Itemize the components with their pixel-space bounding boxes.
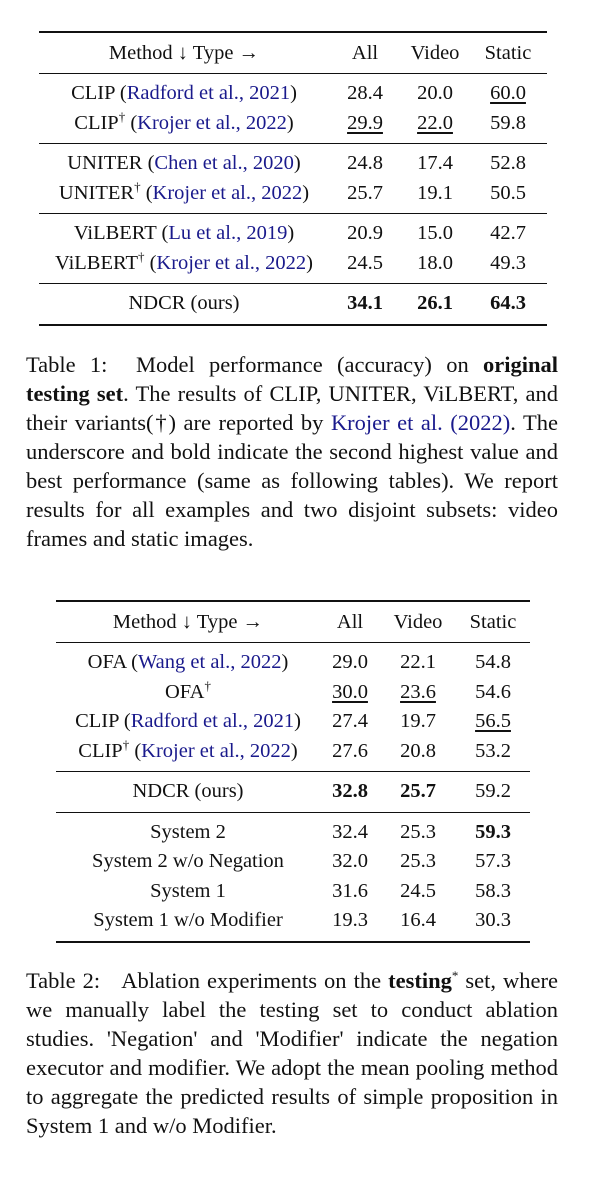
caption-text: set, where we manually label the testing set to conduct ablation studies. 'Negation' and 'Modifier' indicate the negation executor and modifier. We adopt the mean pooling method to aggregate the predicted results of simple proposition in System 1 and w/o Modifier. xyxy=(26,968,558,1138)
value-static: 59.2 xyxy=(475,780,511,802)
table-row xyxy=(56,906,530,942)
dagger-mark: † xyxy=(118,108,126,124)
value-static: 60.0 xyxy=(490,82,526,104)
value-static: 54.8 xyxy=(475,651,511,673)
value-all: 24.5 xyxy=(347,251,383,274)
citation-year: 2022 xyxy=(457,410,503,435)
value-all: 30.0 xyxy=(332,680,368,703)
citation-link[interactable]: Krojer et al., 2022 xyxy=(152,181,303,204)
header-method-type: Method ↓ Type → xyxy=(108,42,260,64)
value-all: 24.8 xyxy=(347,152,383,174)
value-all: 32.0 xyxy=(332,850,368,872)
value-video: 25.3 xyxy=(400,850,436,872)
method-name: UNITER xyxy=(58,181,135,204)
value-static: 49.3 xyxy=(490,251,526,274)
method-name: NDCR (ours) xyxy=(128,292,240,314)
value-video: 16.4 xyxy=(400,909,436,931)
citation-link[interactable]: Krojer et al., 2022 xyxy=(156,251,307,274)
table-row xyxy=(56,678,530,708)
value-static: 42.7 xyxy=(490,222,526,244)
header-video: Video xyxy=(410,42,460,64)
dagger-mark: † xyxy=(137,248,145,264)
table-row-ours xyxy=(39,284,547,325)
caption-text: . The results of CLIP, UNITER, ViLBERT, and their variants(†) are reported by xyxy=(26,381,558,435)
star-mark: * xyxy=(451,968,459,983)
table-1-header-row xyxy=(39,32,547,74)
header-video: Video xyxy=(393,611,443,633)
value-static: 30.3 xyxy=(475,909,511,931)
citation-link[interactable]: Krojer et al. (2022) xyxy=(330,410,511,435)
method-cell: UNITER (Chen et al., 2020) xyxy=(67,152,301,174)
header-method-type: Method ↓ Type → xyxy=(112,611,264,633)
value-video: 17.4 xyxy=(417,152,453,174)
citation-link[interactable]: Radford et al., 2021 xyxy=(126,82,291,104)
citation-link[interactable]: Chen et al., 2020 xyxy=(154,152,294,174)
value-static: 59.3 xyxy=(475,820,511,843)
table-row xyxy=(56,707,530,737)
method-cell: CLIP† (Krojer et al., 2022) xyxy=(74,108,294,134)
value-video: 23.6 xyxy=(400,680,436,703)
dagger-mark: † xyxy=(134,178,141,194)
value-video: 22.1 xyxy=(400,651,436,673)
method-cell: ViLBERT (Lu et al., 2019) xyxy=(73,222,295,244)
method-cell: CLIP† (Krojer et al., 2022) xyxy=(78,736,298,762)
table-row xyxy=(39,144,547,179)
citation-link[interactable]: Krojer et al., 2022 xyxy=(137,111,287,134)
citation-link[interactable]: Lu et al., 2019 xyxy=(168,222,288,244)
table-2-caption xyxy=(26,966,558,1140)
citation-link[interactable]: Krojer et al., 2022 xyxy=(141,739,291,762)
value-all: 29.0 xyxy=(332,651,368,673)
value-static: 58.3 xyxy=(475,879,511,902)
value-video: 18.0 xyxy=(417,251,453,274)
value-static: 54.6 xyxy=(475,680,511,703)
method-name: System 1 w/o Modifier xyxy=(93,909,283,931)
method-name: UNITER xyxy=(67,152,143,174)
table-row xyxy=(56,877,530,907)
table-1 xyxy=(39,31,547,326)
value-all: 29.9 xyxy=(347,111,383,134)
caption-text: Ablation experiments on the xyxy=(121,968,382,993)
table-row xyxy=(39,109,547,144)
method-name: CLIP xyxy=(74,111,119,134)
header-static: Static xyxy=(484,42,532,64)
header-static: Static xyxy=(469,611,517,633)
citation-link[interactable]: Radford et al., 2021 xyxy=(130,710,295,732)
table-row-ours xyxy=(56,772,530,813)
value-all: 32.4 xyxy=(332,820,368,843)
value-video: 26.1 xyxy=(417,292,453,314)
method-name: ViLBERT xyxy=(55,251,138,274)
method-name: System 2 w/o Negation xyxy=(92,850,284,872)
value-static: 59.8 xyxy=(490,111,526,134)
value-static: 53.2 xyxy=(475,739,511,762)
caption-bold: original testing set xyxy=(26,352,559,406)
method-name: OFA xyxy=(165,680,205,703)
table-row xyxy=(39,74,547,109)
method-cell: UNITER† (Krojer et al., 2022) xyxy=(58,178,310,204)
value-video: 19.7 xyxy=(400,710,436,732)
value-video: 20.8 xyxy=(400,739,436,762)
citation-name: Krojer et al. xyxy=(330,410,443,435)
value-all: 28.4 xyxy=(347,82,383,104)
value-video: 22.0 xyxy=(417,111,453,134)
caption-text: . The underscore and bold indicate the second highest value and best performance (same as following tables). We report results for all examples and two disjoint subsets: video frames and static images. xyxy=(26,410,559,551)
method-cell: CLIP (Radford et al., 2021) xyxy=(71,82,297,104)
method-name: OFA xyxy=(87,651,127,673)
method-name: System 1 xyxy=(150,879,226,902)
value-static: 50.5 xyxy=(490,181,526,204)
table-row xyxy=(39,249,547,284)
method-name: CLIP xyxy=(78,739,123,762)
header-all: All xyxy=(351,42,379,64)
method-cell: OFA (Wang et al., 2022) xyxy=(87,651,289,673)
value-all: 19.3 xyxy=(332,909,368,931)
value-video: 20.0 xyxy=(417,82,453,104)
value-video: 25.7 xyxy=(400,780,436,802)
value-video: 25.3 xyxy=(400,820,436,843)
value-all: 31.6 xyxy=(332,879,368,902)
method-name: CLIP xyxy=(71,82,115,104)
citation-link[interactable]: Wang et al., 2022 xyxy=(137,651,282,673)
method-cell xyxy=(56,678,320,708)
method-name: ViLBERT xyxy=(73,222,157,244)
value-all: 25.7 xyxy=(347,181,383,204)
method-cell: ViLBERT† (Krojer et al., 2022) xyxy=(55,248,313,274)
dagger-mark: † xyxy=(204,677,211,693)
value-video: 15.0 xyxy=(417,222,453,244)
table-row xyxy=(56,643,530,678)
value-all: 27.6 xyxy=(332,739,368,762)
table-2 xyxy=(56,600,530,943)
value-static: 56.5 xyxy=(475,710,511,732)
method-cell: CLIP (Radford et al., 2021) xyxy=(75,710,301,732)
method-name: CLIP xyxy=(75,710,119,732)
value-all: 27.4 xyxy=(332,710,368,732)
value-static: 57.3 xyxy=(475,850,511,872)
table-row xyxy=(39,214,547,249)
value-all: 32.8 xyxy=(332,780,368,802)
table-row xyxy=(56,812,530,847)
caption-label: Table 1: xyxy=(26,352,108,377)
caption-bold: testing xyxy=(388,968,452,993)
caption-text: Model performance (accuracy) on xyxy=(136,352,469,377)
value-video: 24.5 xyxy=(400,879,436,902)
caption-label: Table 2: xyxy=(26,968,101,993)
value-static: 64.3 xyxy=(490,292,526,314)
value-all: 20.9 xyxy=(347,222,383,244)
method-name: NDCR (ours) xyxy=(132,780,244,802)
table-1-caption xyxy=(26,350,558,553)
method-name: System 2 xyxy=(150,820,226,843)
dagger-mark: † xyxy=(122,736,130,752)
value-video: 19.1 xyxy=(417,181,453,204)
table-row xyxy=(56,847,530,877)
table-row xyxy=(56,737,530,772)
value-all: 34.1 xyxy=(347,292,383,314)
table-row xyxy=(39,179,547,214)
header-all: All xyxy=(336,611,364,633)
table-2-header-row xyxy=(56,601,530,643)
value-static: 52.8 xyxy=(490,152,526,174)
